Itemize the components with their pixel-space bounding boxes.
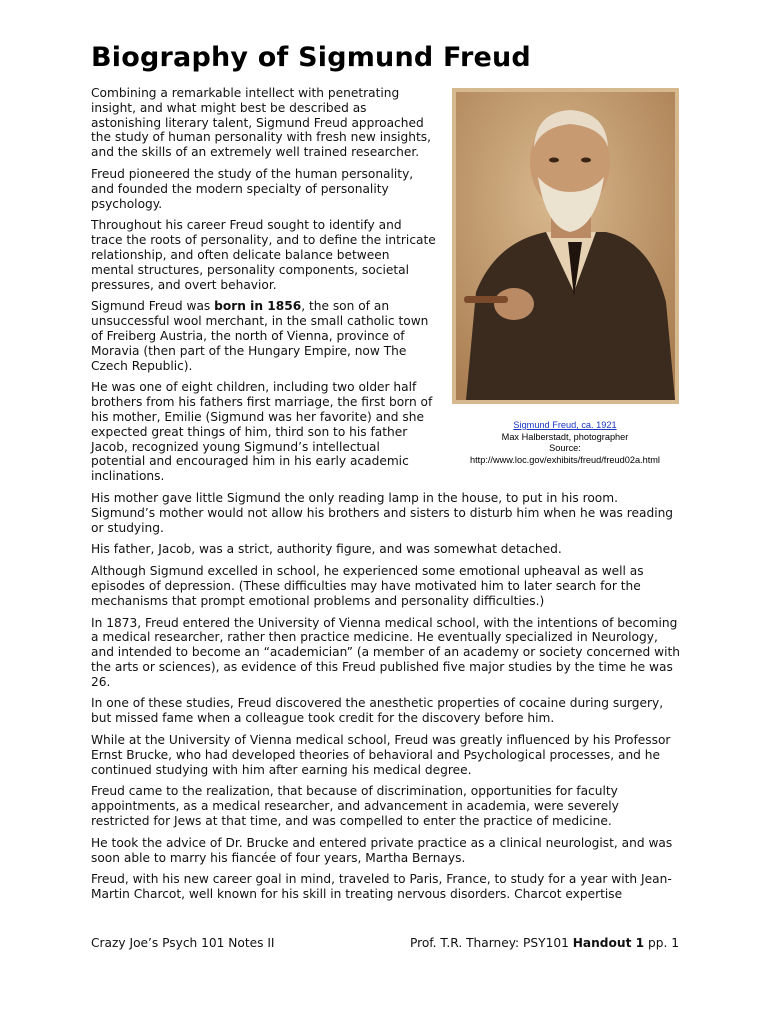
paragraph: Although Sigmund excelled in school, he experienced some emotional upheaval as well as episodes of depression. (These difficulties may have motivated him to later search for the mechanisms that prompt emotional problems and personality difficulties.) <box>91 564 644 608</box>
caption-credit: Max Halberstadt, photographer <box>501 431 629 442</box>
footer-left: Crazy Joe’s Psych 101 Notes II <box>91 936 275 950</box>
caption-link[interactable]: Sigmund Freud, ca. 1921 <box>513 420 617 430</box>
portrait-illustration <box>456 92 675 400</box>
footer-right-suffix: pp. 1 <box>644 936 679 950</box>
page-footer <box>91 936 679 950</box>
paragraph: He took the advice of Dr. Brucke and entered private practice as a clinical neurologist, and was soon able to marry his fiancée of four years, Martha Bernays. <box>91 835 673 865</box>
caption-source-label: Source: <box>549 443 581 453</box>
paragraph: His father, Jacob, was a strict, authority figure, and was somewhat detached. <box>91 542 562 557</box>
paragraph: Freud came to the realization, that because of discrimination, opportunities for faculty appointments, as a medical researcher, and advancement in academia, were severely restricted for Jews at that time, and was compelled to enter the practice of medicine. <box>91 784 619 829</box>
paragraph: In 1873, Freud entered the University of Vienna medical school, with the intentions of becoming a medical researcher, rather then practice medicine. He eventually specialized in Neurology, and intended to become an “academician” (a member of an academy or society concerned with the arts or sciences), as evidence of this Freud published five major studies by the time he was 26. <box>91 615 680 689</box>
footer-right <box>410 936 679 950</box>
paragraph: In one of these studies, Freud discovered the anesthetic properties of cocaine during surgery, but missed fame when a colleague took credit for the discovery before him. <box>91 696 664 726</box>
figure-caption <box>440 420 690 466</box>
emphasis-birth-year: born in 1856 <box>214 299 302 314</box>
text-run: Sigmund Freud was <box>91 299 215 314</box>
page-title: Biography of Sigmund Freud <box>91 42 531 73</box>
paragraph: While at the University of Vienna medical school, Freud was greatly influenced by his Professor Ernst Brucke, who had developed theories of behavioral and Psychological processes, and he continued studying with him after earning his medical degree. <box>91 733 671 777</box>
portrait-figure <box>452 88 679 404</box>
paragraph: His mother gave little Sigmund the only reading lamp in the house, to put in his room. Sigmund’s mother would not allow his brothers and sisters to disturb him when he was reading or studying. <box>91 490 674 535</box>
caption-source-url: http://www.loc.gov/exhibits/freud/freud02a.html <box>470 454 660 465</box>
portrait-photo <box>452 88 679 404</box>
paragraph-birth <box>91 299 436 373</box>
paragraph: Throughout his career Freud sought to identify and trace the roots of personality, and to define the intricate relationship, and often delicate balance between mental structures, personality components, societal pressures, and overt behavior. <box>91 218 436 292</box>
paragraph: Freud pioneered the study of the human personality, and founded the modern specialty of personality psychology. <box>91 166 414 211</box>
paragraph: Freud, with his new career goal in mind, traveled to Paris, France, to study for a year with Jean-Martin Charcot, well known for his skill in treating nervous disorders. Charcot expertise <box>91 872 672 902</box>
text-run: , the son of an unsuccessful wool merchant, in the small catholic town of Freiberg Austria, the north of Vienna, province of Moravia (then part of the Hungary Empire, now The Czech Republic). <box>91 299 429 373</box>
footer-right-prefix: Prof. T.R. Tharney: PSY101 <box>409 936 573 950</box>
paragraph: Combining a remarkable intellect with penetrating insight, and what might best be described as astonishing literary talent, Sigmund Freud approached the study of human personality with fresh new insights, and the skills of an extremely well trained researcher. <box>91 86 432 160</box>
paragraph: He was one of eight children, including two older half brothers from his fathers first marriage, the first born of his mother, Emilie (Sigmund was her favorite) and she expected great things of him, third son to his father Jacob, recognized young Sigmund’s intellectual potential and encouraged him in his early academic inclinations. <box>91 380 433 484</box>
footer-handout: Handout 1 <box>572 936 645 950</box>
